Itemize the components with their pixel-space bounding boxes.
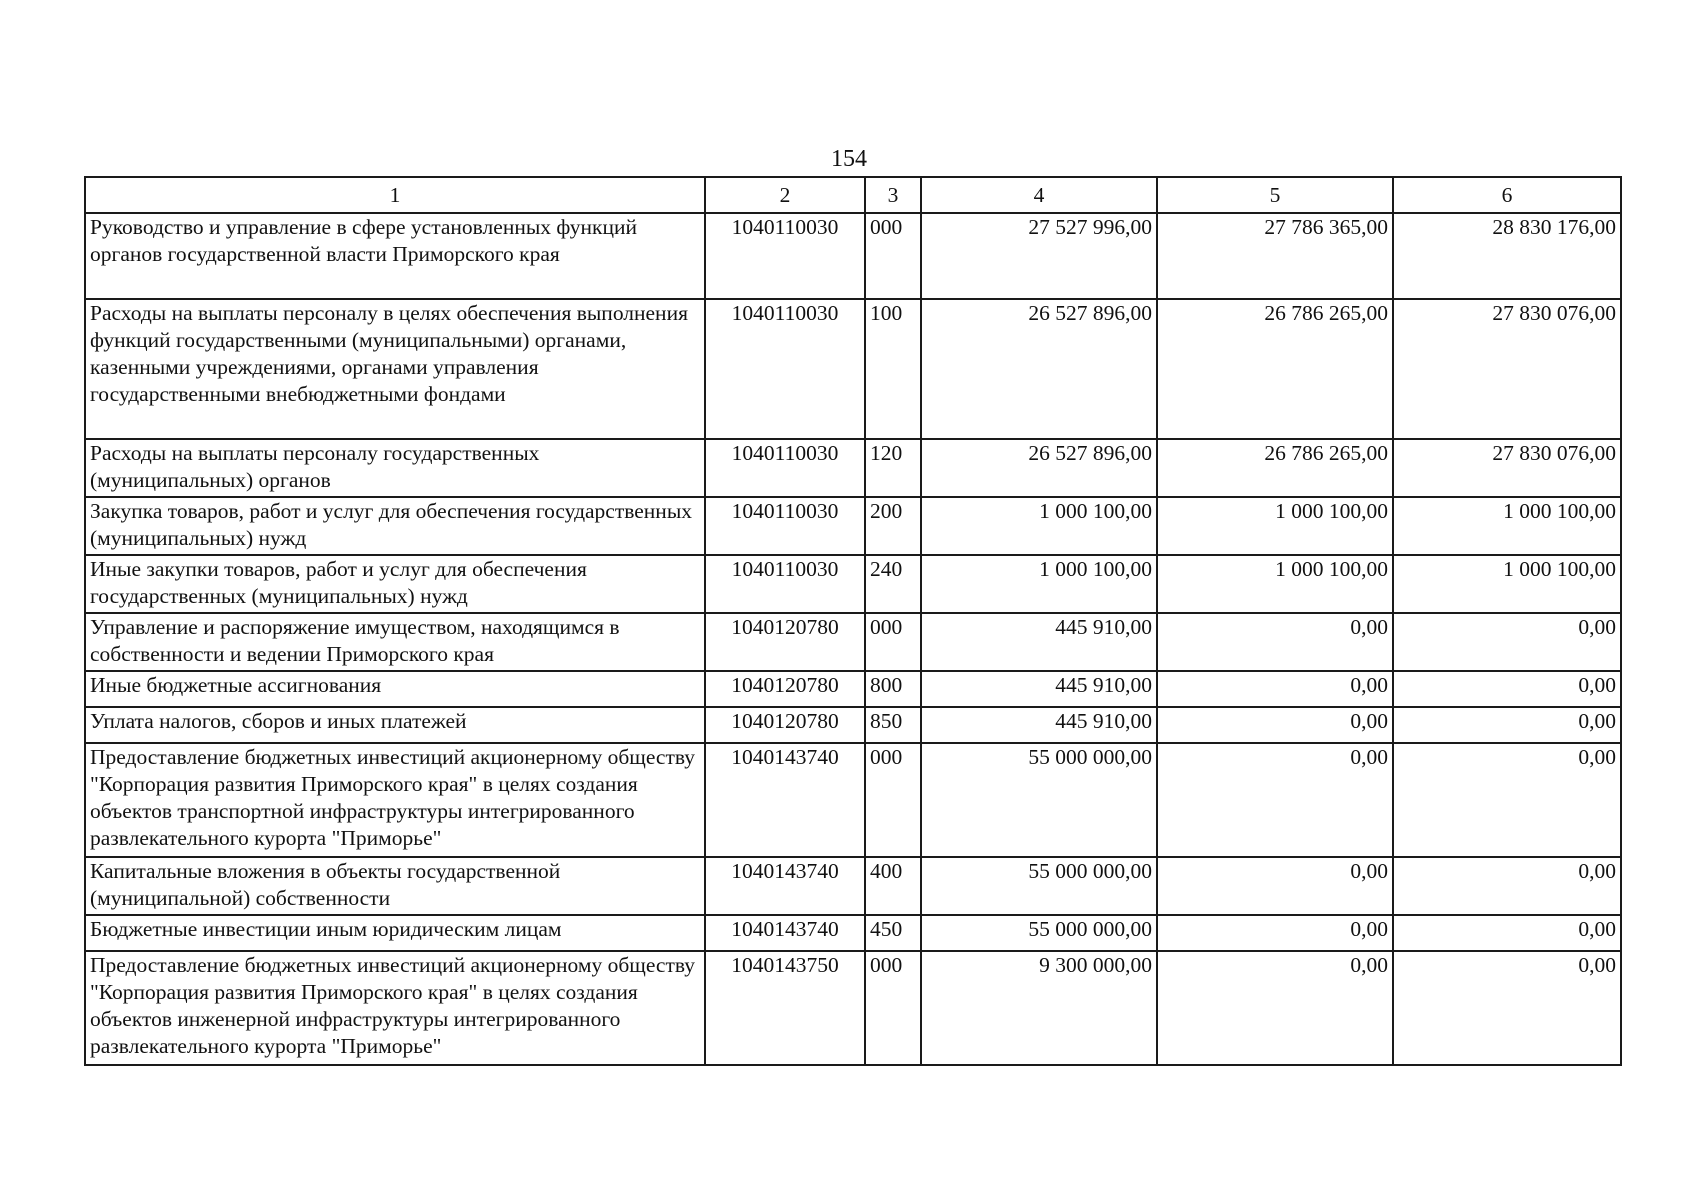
row-code: 1040110030 [705,439,865,497]
row-value-6: 0,00 [1393,915,1621,951]
row-value-5: 26 786 265,00 [1157,439,1393,497]
row-name: Предоставление бюджетных инвестиций акционерному обществу "Корпорация развития Приморского края" в целях создания объектов инженерной инфраструктуры интегрированного развлекательного курорта "Приморье" [85,951,705,1065]
table-row [85,213,1621,299]
row-value-5: 0,00 [1157,707,1393,743]
row-value-5: 0,00 [1157,951,1393,1065]
row-value-4: 26 527 896,00 [921,439,1157,497]
row-value-4: 9 300 000,00 [921,951,1157,1065]
row-value-4: 1 000 100,00 [921,497,1157,555]
row-value-6: 27 830 076,00 [1393,299,1621,439]
row-value-5: 1 000 100,00 [1157,497,1393,555]
row-value-4: 26 527 896,00 [921,299,1157,439]
row-expense-type: 000 [865,613,921,671]
row-code: 1040110030 [705,497,865,555]
table-row [85,497,1621,555]
row-expense-type: 200 [865,497,921,555]
row-name: Иные бюджетные ассигнования [85,671,705,707]
table-row [85,857,1621,915]
row-code: 1040110030 [705,299,865,439]
row-code: 1040110030 [705,555,865,613]
row-value-4: 1 000 100,00 [921,555,1157,613]
row-value-6: 27 830 076,00 [1393,439,1621,497]
row-value-5: 0,00 [1157,915,1393,951]
row-name: Расходы на выплаты персоналу в целях обеспечения выполнения функций государственными (муниципальными) органами, казенными учреждениями, органами управления государственными внебюджетными фондами [85,299,705,439]
row-value-5: 0,00 [1157,743,1393,857]
table-row [85,299,1621,439]
row-code: 1040143740 [705,915,865,951]
row-expense-type: 850 [865,707,921,743]
row-expense-type: 000 [865,951,921,1065]
row-value-6: 1 000 100,00 [1393,555,1621,613]
table-row [85,555,1621,613]
row-code: 1040120780 [705,707,865,743]
row-code: 1040143740 [705,857,865,915]
row-value-5: 1 000 100,00 [1157,555,1393,613]
column-header-2: 2 [705,177,865,213]
row-value-5: 26 786 265,00 [1157,299,1393,439]
row-code: 1040110030 [705,213,865,299]
row-expense-type: 240 [865,555,921,613]
row-value-6: 0,00 [1393,707,1621,743]
row-expense-type: 000 [865,743,921,857]
table-row [85,707,1621,743]
row-value-6: 0,00 [1393,743,1621,857]
row-code: 1040120780 [705,671,865,707]
row-value-6: 0,00 [1393,671,1621,707]
table-row [85,743,1621,857]
row-value-5: 27 786 365,00 [1157,213,1393,299]
row-expense-type: 800 [865,671,921,707]
table-header-row [85,177,1621,213]
row-name: Бюджетные инвестиции иным юридическим лицам [85,915,705,951]
row-code: 1040143740 [705,743,865,857]
row-name: Иные закупки товаров, работ и услуг для обеспечения государственных (муниципальных) нужд [85,555,705,613]
row-expense-type: 000 [865,213,921,299]
row-value-6: 28 830 176,00 [1393,213,1621,299]
row-value-6: 1 000 100,00 [1393,497,1621,555]
row-value-4: 55 000 000,00 [921,915,1157,951]
row-name: Управление и распоряжение имуществом, находящимся в собственности и ведении Приморского края [85,613,705,671]
row-value-6: 0,00 [1393,613,1621,671]
row-name: Закупка товаров, работ и услуг для обеспечения государственных (муниципальных) нужд [85,497,705,555]
row-expense-type: 120 [865,439,921,497]
row-value-6: 0,00 [1393,951,1621,1065]
row-value-4: 55 000 000,00 [921,857,1157,915]
row-value-5: 0,00 [1157,671,1393,707]
row-value-5: 0,00 [1157,857,1393,915]
table-row [85,915,1621,951]
row-name: Руководство и управление в сфере установленных функций органов государственной власти Приморского края [85,213,705,299]
row-expense-type: 450 [865,915,921,951]
table-row [85,951,1621,1065]
table-row [85,671,1621,707]
budget-table [84,176,1622,1066]
row-value-4: 55 000 000,00 [921,743,1157,857]
table-row [85,613,1621,671]
row-code: 1040143750 [705,951,865,1065]
row-value-6: 0,00 [1393,857,1621,915]
page-number: 154 [831,146,867,172]
column-header-5: 5 [1157,177,1393,213]
row-name: Расходы на выплаты персоналу государственных (муниципальных) органов [85,439,705,497]
row-value-4: 445 910,00 [921,671,1157,707]
table-row [85,439,1621,497]
column-header-1: 1 [85,177,705,213]
row-value-5: 0,00 [1157,613,1393,671]
row-value-4: 445 910,00 [921,707,1157,743]
row-expense-type: 400 [865,857,921,915]
row-name: Уплата налогов, сборов и иных платежей [85,707,705,743]
row-name: Предоставление бюджетных инвестиций акционерному обществу "Корпорация развития Приморского края" в целях создания объектов транспортной инфраструктуры интегрированного развлекательного курорта "Приморье" [85,743,705,857]
column-header-6: 6 [1393,177,1621,213]
row-value-4: 445 910,00 [921,613,1157,671]
row-name: Капитальные вложения в объекты государственной (муниципальной) собственности [85,857,705,915]
row-expense-type: 100 [865,299,921,439]
row-code: 1040120780 [705,613,865,671]
column-header-4: 4 [921,177,1157,213]
column-header-3: 3 [865,177,921,213]
row-value-4: 27 527 996,00 [921,213,1157,299]
